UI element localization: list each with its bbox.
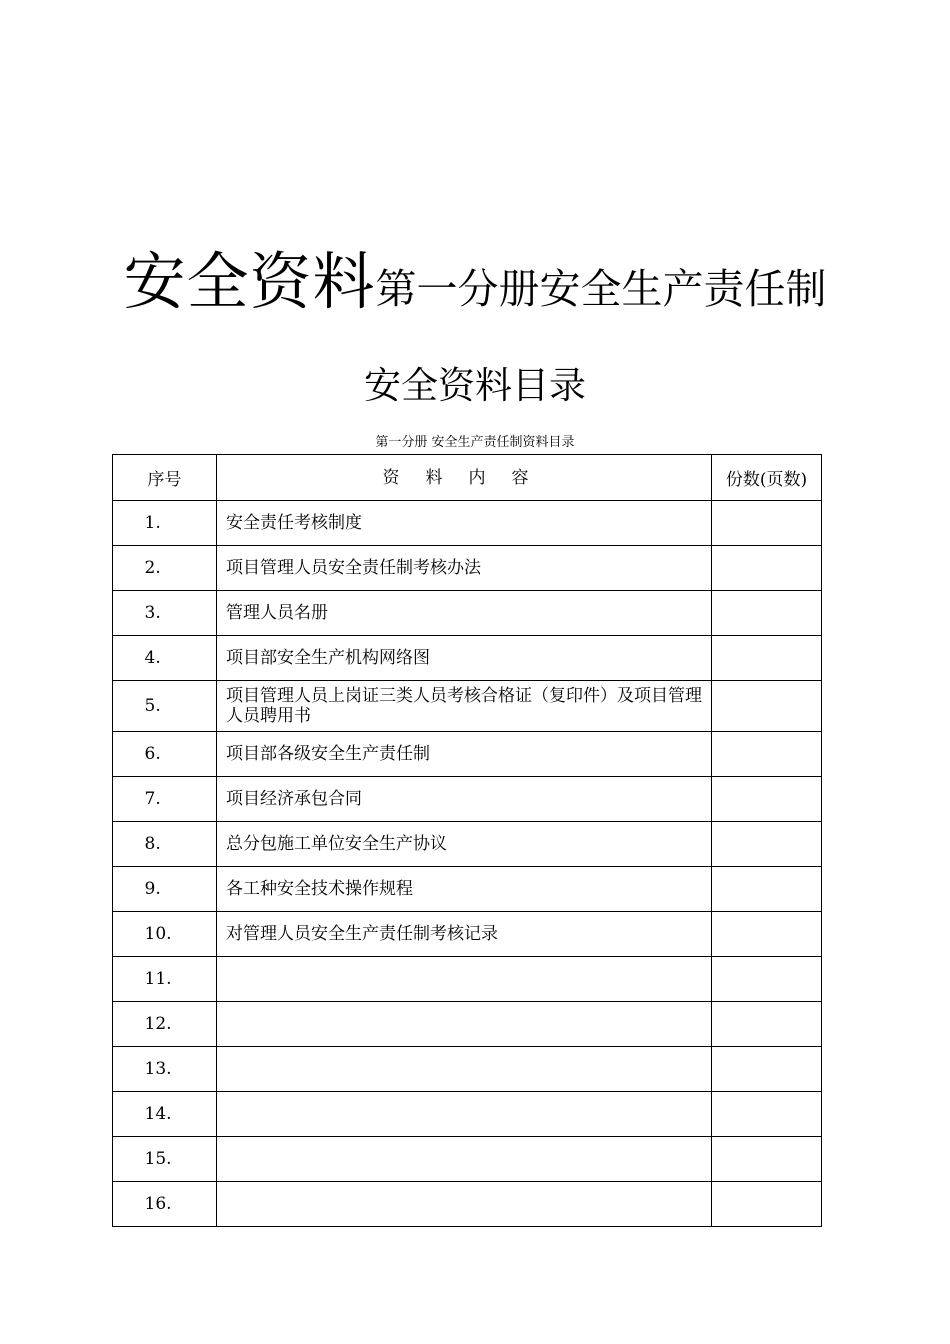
row-number: 12. xyxy=(144,1014,172,1034)
row-pages xyxy=(712,732,822,777)
catalog-table xyxy=(112,454,822,1227)
row-content: 对管理人员安全生产责任制考核记录 xyxy=(217,912,712,957)
row-content: 项目管理人员上岗证三类人员考核合格证（复印件）及项目管理人员聘用书 xyxy=(217,681,712,732)
table-row xyxy=(113,546,822,591)
row-number: 14. xyxy=(144,1104,172,1124)
table-row xyxy=(113,501,822,546)
row-pages xyxy=(712,957,822,1002)
row-number: 8. xyxy=(144,834,161,854)
row-number: 10. xyxy=(144,924,172,944)
row-pages xyxy=(712,1002,822,1047)
row-number-cell xyxy=(113,546,217,591)
header-pages: 份数(页数) xyxy=(712,455,822,501)
row-pages xyxy=(712,1047,822,1092)
table-row xyxy=(113,681,822,732)
row-number: 1. xyxy=(144,513,161,533)
row-content xyxy=(217,957,712,1002)
row-pages xyxy=(712,501,822,546)
row-pages xyxy=(712,822,822,867)
title-small-part: 第一分册安全生产责任制 xyxy=(375,265,827,313)
row-pages xyxy=(712,546,822,591)
table-row xyxy=(113,1092,822,1137)
row-number-cell xyxy=(113,732,217,777)
table-row xyxy=(113,822,822,867)
title-large-part: 安全资料 xyxy=(123,245,376,318)
row-number: 11. xyxy=(144,969,172,989)
row-pages xyxy=(712,591,822,636)
table-row xyxy=(113,636,822,681)
row-pages xyxy=(712,1137,822,1182)
row-pages xyxy=(712,1182,822,1227)
row-number-cell xyxy=(113,501,217,546)
row-content: 管理人员名册 xyxy=(217,591,712,636)
row-number-cell xyxy=(113,957,217,1002)
row-content xyxy=(217,1002,712,1047)
row-number-cell xyxy=(113,867,217,912)
row-number: 9. xyxy=(144,879,161,899)
table-row xyxy=(113,1002,822,1047)
row-number: 13. xyxy=(144,1059,172,1079)
row-content: 项目部安全生产机构网络图 xyxy=(217,636,712,681)
table-row xyxy=(113,1137,822,1182)
document-title xyxy=(0,232,950,321)
row-number-cell xyxy=(113,912,217,957)
table-row xyxy=(113,912,822,957)
row-content xyxy=(217,1047,712,1092)
table-row xyxy=(113,957,822,1002)
row-number: 7. xyxy=(144,789,161,809)
row-content xyxy=(217,1092,712,1137)
row-number-cell xyxy=(113,1047,217,1092)
row-content xyxy=(217,1137,712,1182)
row-number-cell xyxy=(113,1092,217,1137)
row-pages xyxy=(712,1092,822,1137)
table-row xyxy=(113,732,822,777)
table-row xyxy=(113,591,822,636)
row-number: 3. xyxy=(144,603,161,623)
row-number-cell xyxy=(113,1137,217,1182)
row-number: 2. xyxy=(144,558,161,578)
row-content: 项目部各级安全生产责任制 xyxy=(217,732,712,777)
row-number-cell xyxy=(113,636,217,681)
row-number-cell xyxy=(113,681,217,732)
table-body xyxy=(113,501,822,1227)
row-number-cell xyxy=(113,777,217,822)
row-number: 15. xyxy=(144,1149,172,1169)
row-number-cell xyxy=(113,1002,217,1047)
row-pages xyxy=(712,867,822,912)
row-content: 总分包施工单位安全生产协议 xyxy=(217,822,712,867)
row-pages xyxy=(712,912,822,957)
row-content: 安全责任考核制度 xyxy=(217,501,712,546)
row-pages xyxy=(712,681,822,732)
table-header-row xyxy=(113,455,822,501)
row-number: 5. xyxy=(144,696,161,716)
row-number-cell xyxy=(113,591,217,636)
header-content: 资料内容 xyxy=(217,455,712,501)
table-row xyxy=(113,1182,822,1227)
table-row xyxy=(113,777,822,822)
row-pages xyxy=(712,777,822,822)
row-number-cell xyxy=(113,1182,217,1227)
header-no: 序号 xyxy=(113,455,217,501)
row-content: 各工种安全技术操作规程 xyxy=(217,867,712,912)
catalog-subtitle: 安全资料目录 xyxy=(364,364,586,407)
row-number: 4. xyxy=(144,648,161,668)
table-row xyxy=(113,867,822,912)
row-content: 项目管理人员安全责任制考核办法 xyxy=(217,546,712,591)
row-number: 6. xyxy=(144,744,161,764)
row-content: 项目经济承包合同 xyxy=(217,777,712,822)
row-number: 16. xyxy=(144,1194,172,1214)
row-pages xyxy=(712,636,822,681)
row-number-cell xyxy=(113,822,217,867)
table-row xyxy=(113,1047,822,1092)
table-caption: 第一分册 安全生产责任制资料目录 xyxy=(375,435,575,450)
row-content xyxy=(217,1182,712,1227)
